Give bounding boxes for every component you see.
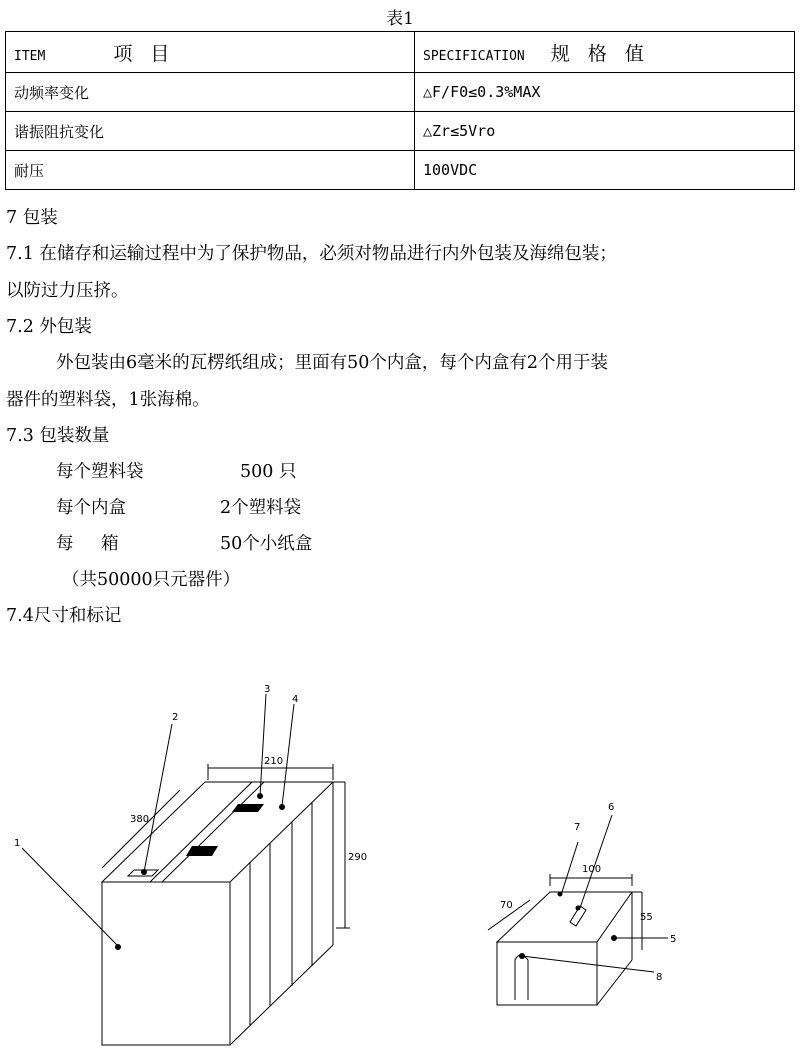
row-spec: △Zr≤5Vro (415, 112, 795, 151)
qty-label (56, 533, 119, 555)
carton-bottom-edge (230, 945, 333, 1045)
heading-7-4: 7.4尺寸和标记 (6, 606, 122, 626)
row-item: 谐振阻抗变化 (6, 112, 415, 151)
section-title: 7 包装 (6, 208, 58, 228)
paragraph-7-1-line2: 以防过力压挤。 (6, 281, 129, 301)
callout-1: 1 (14, 838, 21, 849)
total-note: （共50000只元器件） (62, 570, 241, 590)
header-item-en: ITEM (14, 48, 46, 64)
heading-7-3: 7.3 包装数量 (6, 426, 110, 446)
row-item: 耐压 (6, 151, 415, 190)
table-row (6, 112, 795, 151)
header-item-cn: 项 目 (113, 42, 176, 65)
dim-width: 210 (264, 756, 284, 767)
strap-label-rear (232, 804, 264, 812)
qty-label-text: 每 箱 (56, 534, 119, 554)
table-header-row (6, 32, 795, 73)
row-spec: 100VDC (415, 151, 795, 190)
carton-front-face (102, 882, 230, 1045)
callout-4: 4 (292, 694, 299, 705)
paragraph-7-2-line1: 外包装由6毫米的瓦楞纸组成；里面有50个内盒，每个内盒有2个用于装 (56, 353, 609, 373)
table-caption: 表1 (386, 9, 414, 29)
heading-7-2: 7.2 外包装 (6, 317, 92, 337)
qty-label: 每个塑料袋 (56, 462, 144, 482)
callout-6: 6 (608, 802, 615, 813)
header-spec-cell (415, 32, 795, 73)
header-item-cell (6, 32, 415, 73)
dim-length: 380 (130, 814, 150, 825)
paragraph-7-1-line1: 7.1 在储存和运输过程中为了保护物品，必须对物品进行内外包装及海绵包装； (6, 244, 617, 264)
spec-table (5, 31, 795, 190)
qty-label: 每个内盒 (56, 498, 126, 518)
table-row (6, 151, 795, 190)
qty-value: 50个小纸盒 (220, 534, 313, 554)
callout-3: 3 (264, 684, 271, 695)
callout-2: 2 (172, 712, 179, 723)
dim-small-height: 55 (640, 912, 653, 923)
qty-value: 500 只 (240, 462, 297, 482)
small-box-top-face (497, 892, 632, 942)
packaging-diagram (0, 660, 800, 1048)
header-spec-cn: 规 格 值 (550, 42, 650, 65)
row-item: 动频率变化 (6, 73, 415, 112)
dim-height: 290 (348, 852, 368, 863)
small-box-front-face (497, 942, 597, 1005)
qty-value: 2个塑料袋 (220, 498, 302, 518)
carton-strap-edge (150, 782, 252, 882)
carton-top-face (102, 782, 333, 882)
dim-small-depth: 70 (500, 900, 513, 911)
paragraph-7-2-line2: 器件的塑料袋，1张海棉。 (6, 390, 210, 410)
callout-5: 5 (670, 934, 677, 945)
callout-8: 8 (656, 972, 663, 983)
row-spec: △F/F0≤0.3%MAX (415, 73, 795, 112)
dim-small-width: 100 (582, 864, 602, 875)
strap-label-front (186, 846, 218, 856)
callout-7: 7 (574, 822, 581, 833)
header-spec-en: SPECIFICATION (423, 48, 525, 64)
table-row (6, 73, 795, 112)
